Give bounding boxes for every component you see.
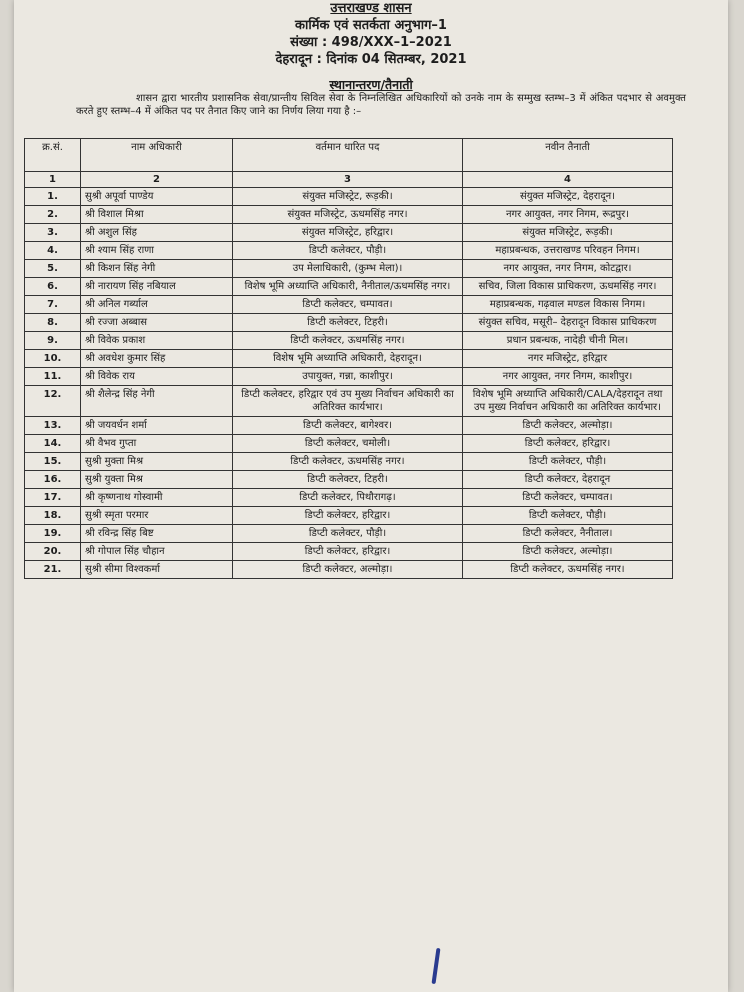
row-new-posting: संयुक्त मजिस्ट्रेट, रूड़की। [463,224,673,242]
row-current-post: विशेष भूमि अध्याप्ति अधिकारी, नैनीताल/ऊधमसिंह नगर। [233,278,463,296]
row-new-posting: डिप्टी कलेक्टर, देहरादून [463,471,673,489]
row-officer-name: सुश्री अपूर्वा पाण्डेय [81,188,233,206]
row-current-post: संयुक्त मजिस्ट्रेट, हरिद्वार। [233,224,463,242]
table-row [25,543,673,561]
column-header-new-posting: नवीन तैनाती [463,139,673,172]
row-new-posting: नगर मजिस्ट्रेट, हरिद्वार [463,350,673,368]
row-current-post: डिप्टी कलेक्टर, ऊधमसिंह नगर। [233,453,463,471]
row-officer-name: श्री अवधेश कुमार सिंह [81,350,233,368]
row-current-post: डिप्टी कलेक्टर, बागेश्वर। [233,417,463,435]
row-officer-name: श्री श्याम सिंह राणा [81,242,233,260]
row-new-posting: डिप्टी कलेक्टर, अल्मोड़ा। [463,543,673,561]
government-name: उत्तराखण्ड शासन [330,1,412,16]
row-current-post: डिप्टी कलेक्टर, अल्मोड़ा। [233,561,463,579]
row-officer-name: श्री विवेक प्रकाश [81,332,233,350]
row-officer-name: श्री रज्जा अब्बास [81,314,233,332]
row-new-posting: महाप्रबन्धक, उत्तराखण्ड परिवहन निगम। [463,242,673,260]
row-current-post: संयुक्त मजिस्ट्रेट, रूड़की। [233,188,463,206]
row-new-posting: संयुक्त मजिस्ट्रेट, देहरादून। [463,188,673,206]
row-current-post: डिप्टी कलेक्टर, टिहरी। [233,471,463,489]
table-row [25,489,673,507]
row-new-posting: नगर आयुक्त, नगर निगम, काशीपुर। [463,368,673,386]
row-new-posting: विशेष भूमि अध्याप्ति अधिकारी/CALA/देहरादून तथा उप मुख्य निर्वाचन अधिकारी का अतिरिक्त कार्यभार। [463,386,673,417]
row-serial-number: 19. [25,525,81,543]
row-serial-number: 15. [25,453,81,471]
table-row [25,368,673,386]
transfer-table [24,138,673,579]
row-current-post: डिप्टी कलेक्टर, हरिद्वार। [233,543,463,561]
column-number-row [25,172,673,188]
row-current-post: डिप्टी कलेक्टर, चम्पावत। [233,296,463,314]
row-current-post: डिप्टी कलेक्टर, पौड़ी। [233,242,463,260]
row-serial-number: 9. [25,332,81,350]
row-current-post: संयुक्त मजिस्ट्रेट, ऊधमसिंह नगर। [233,206,463,224]
row-new-posting: प्रधान प्रबन्धक, नादेही चीनी मिल। [463,332,673,350]
row-current-post: उपायुक्त, गन्ना, काशीपुर। [233,368,463,386]
table-row [25,435,673,453]
row-serial-number: 2. [25,206,81,224]
row-serial-number: 20. [25,543,81,561]
row-officer-name: श्री शैलेन्द्र सिंह नेगी [81,386,233,417]
row-serial-number: 5. [25,260,81,278]
row-serial-number: 10. [25,350,81,368]
row-current-post: डिप्टी कलेक्टर, पिथौरागढ़। [233,489,463,507]
row-officer-name: सुश्री मुक्ता मिश्र [81,453,233,471]
row-serial-number: 8. [25,314,81,332]
row-officer-name: श्री विवेक राय [81,368,233,386]
table-row [25,206,673,224]
document-page [14,0,728,992]
row-officer-name: सुश्री सीमा विश्वकर्मा [81,561,233,579]
column-number: 1 [25,172,81,188]
row-officer-name: श्री अशुल सिंह [81,224,233,242]
signature-mark [432,948,441,984]
document-header [14,0,728,93]
row-new-posting: डिप्टी कलेक्टर, हरिद्वार। [463,435,673,453]
table-row [25,417,673,435]
table-row [25,386,673,417]
row-new-posting: डिप्टी कलेक्टर, ऊधमसिंह नगर। [463,561,673,579]
row-current-post: डिप्टी कलेक्टर, हरिद्वार। [233,507,463,525]
row-new-posting: संयुक्त सचिव, मसूरी– देहरादून विकास प्राधिकरण [463,314,673,332]
row-current-post: डिप्टी कलेक्टर, हरिद्वार एवं उप मुख्य निर्वाचन अधिकारी का अतिरिक्त कार्यभार। [233,386,463,417]
row-new-posting: डिप्टी कलेक्टर, अल्मोड़ा। [463,417,673,435]
row-current-post: विशेष भूमि अध्याप्ति अधिकारी, देहरादून। [233,350,463,368]
row-serial-number: 11. [25,368,81,386]
table-row [25,332,673,350]
table-row [25,314,673,332]
row-new-posting: नगर आयुक्त, नगर निगम, कोटद्वार। [463,260,673,278]
row-new-posting: डिप्टी कलेक्टर, पौड़ी। [463,453,673,471]
row-serial-number: 21. [25,561,81,579]
row-serial-number: 14. [25,435,81,453]
row-serial-number: 4. [25,242,81,260]
row-new-posting: नगर आयुक्त, नगर निगम, रूद्रपुर। [463,206,673,224]
row-serial-number: 12. [25,386,81,417]
row-officer-name: श्री अनिल गर्ब्याल [81,296,233,314]
column-header-current-post: वर्तमान धारित पद [233,139,463,172]
order-number: संख्या : 498/XXX–1–2021 [290,35,452,50]
order-date: देहरादून : दिनांक 04 सितम्बर, 2021 [275,52,467,67]
row-new-posting: डिप्टी कलेक्टर, पौड़ी। [463,507,673,525]
row-officer-name: श्री किशन सिंह नेगी [81,260,233,278]
column-header-name: नाम अधिकारी [81,139,233,172]
row-current-post: डिप्टी कलेक्टर, टिहरी। [233,314,463,332]
table-row [25,278,673,296]
row-officer-name: सुश्री स्मृता परमार [81,507,233,525]
table-row [25,260,673,278]
row-officer-name: श्री गोपाल सिंह चौहान [81,543,233,561]
row-officer-name: श्री जयवर्धन शर्मा [81,417,233,435]
table-row [25,224,673,242]
row-current-post: डिप्टी कलेक्टर, ऊधमसिंह नगर। [233,332,463,350]
row-serial-number: 18. [25,507,81,525]
row-new-posting: डिप्टी कलेक्टर, चम्पावत। [463,489,673,507]
department-name: कार्मिक एवं सतर्कता अनुभाग–1 [295,18,447,33]
table-row [25,471,673,489]
table-row [25,350,673,368]
row-officer-name: श्री रविन्द्र सिंह बिष्ट [81,525,233,543]
column-header-sn: क्र.सं. [25,139,81,172]
row-officer-name: श्री वैभव गुप्ता [81,435,233,453]
intro-paragraph: शासन द्वारा भारतीय प्रशासनिक सेवा/प्रान्तीय सिविल सेवा के निम्नलिखित अधिकारियों को उनके नाम के सम्मुख स्तम्भ–3 में अंकित पदभार से अवमुक्त करते हुए स्तम्भ–4 में अंकित पद पर तैनात किए जाने का निर्णय लिया गया है :– [76,93,686,117]
row-new-posting: महाप्रबन्धक, गढ़वाल मण्डल विकास निगम। [463,296,673,314]
table-row [25,242,673,260]
row-serial-number: 17. [25,489,81,507]
table-row [25,507,673,525]
row-officer-name: सुश्री युक्ता मिश्र [81,471,233,489]
table-header-row [25,139,673,172]
row-new-posting: सचिव, जिला विकास प्राधिकरण, ऊधमसिंह नगर। [463,278,673,296]
table-row [25,453,673,471]
row-serial-number: 6. [25,278,81,296]
table-row [25,561,673,579]
table-body [25,188,673,579]
table-row [25,296,673,314]
row-serial-number: 13. [25,417,81,435]
column-number: 3 [233,172,463,188]
row-serial-number: 3. [25,224,81,242]
column-number: 2 [81,172,233,188]
row-serial-number: 16. [25,471,81,489]
row-officer-name: श्री विशाल मिश्रा [81,206,233,224]
row-officer-name: श्री नारायण सिंह नबियाल [81,278,233,296]
table-row [25,525,673,543]
subject-heading: स्थानान्तरण/तैनाती [329,77,413,92]
row-current-post: डिप्टी कलेक्टर, चमोली। [233,435,463,453]
table-row [25,188,673,206]
row-serial-number: 7. [25,296,81,314]
row-new-posting: डिप्टी कलेक्टर, नैनीताल। [463,525,673,543]
row-serial-number: 1. [25,188,81,206]
row-current-post: उप मेलाधिकारी, (कुम्भ मेला)। [233,260,463,278]
column-number: 4 [463,172,673,188]
row-current-post: डिप्टी कलेक्टर, पौड़ी। [233,525,463,543]
row-officer-name: श्री कृष्णनाथ गोस्वामी [81,489,233,507]
